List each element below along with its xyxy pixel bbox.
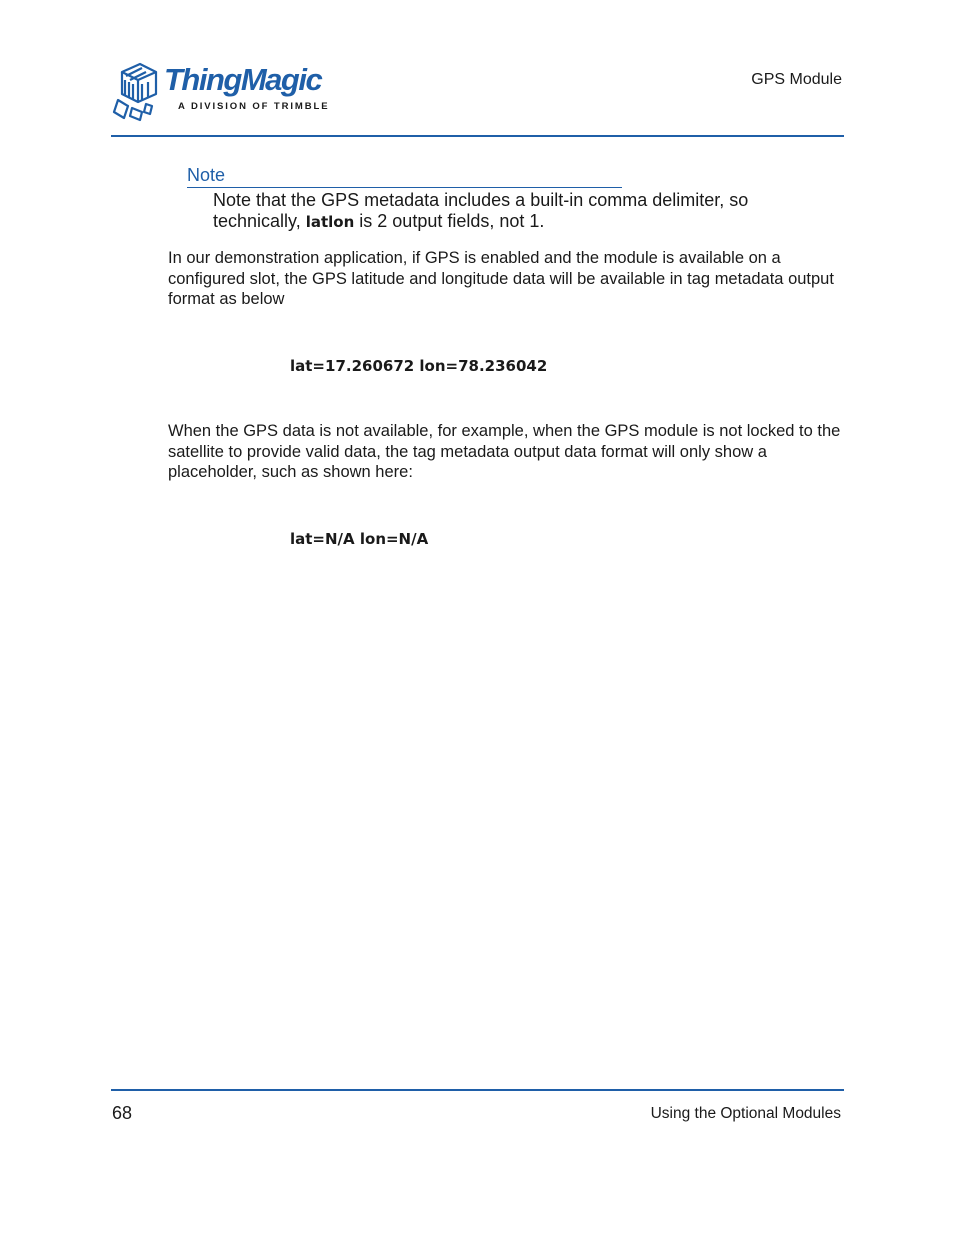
- note-text-before: Note that the GPS metadata includes a built-in comma delimiter, so technically,: [213, 190, 749, 231]
- cube-logo-icon: [112, 60, 164, 122]
- logo-tagline: A DIVISION OF TRIMBLE: [178, 101, 330, 112]
- footer-divider: [111, 1089, 844, 1091]
- header-divider: [111, 135, 844, 137]
- code-example-unavailable: lat=N/A lon=N/A: [290, 530, 429, 548]
- note-divider: [187, 187, 622, 188]
- body-paragraph-1: In our demonstration application, if GPS is enabled and the module is available on a configured slot, the GPS latitude and longitude data will be available in tag metadata output format as below: [168, 249, 834, 308]
- footer-chapter-title: Using the Optional Modules: [650, 1105, 841, 1122]
- running-header-title: GPS Module: [751, 71, 842, 88]
- code-example-available: lat=17.260672 lon=78.236042: [290, 357, 548, 375]
- logo-wordmark: ThingMagic: [164, 62, 322, 97]
- thingmagic-logo: [112, 60, 330, 124]
- body-paragraph-2: When the GPS data is not available, for example, when the GPS module is not locked to the satellite to provide valid data, the tag metadata output data format will only show a placeholder, such as shown here:: [168, 422, 841, 481]
- note-heading: Note: [187, 165, 226, 185]
- page-number: 68: [112, 1103, 133, 1123]
- note-text: [213, 190, 813, 233]
- note-text-after: is 2 output fields, not 1.: [354, 211, 545, 231]
- note-emphasis: latlon: [305, 213, 355, 231]
